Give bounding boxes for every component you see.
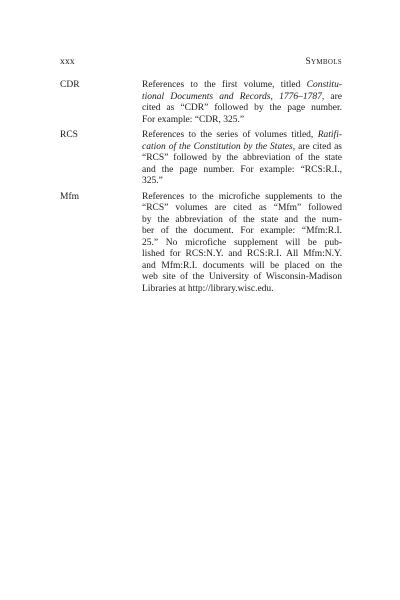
symbol-term: Mfm bbox=[60, 191, 79, 202]
description-line: Libraries at http://library.wisc.edu. bbox=[142, 283, 274, 294]
description-line: cited as “CDR” followed by the page number. bbox=[142, 103, 342, 113]
description-line: References to the first volume, titled Constitu- bbox=[142, 80, 342, 90]
description-line: “RCS” followed by the abbreviation of the state bbox=[142, 153, 342, 163]
page-number: xxx bbox=[60, 57, 75, 67]
description-line: 25.” No microfiche supplement will be pub- bbox=[142, 237, 342, 248]
description-line: and the page number. For example: “RCS:R.I., bbox=[142, 164, 342, 175]
symbol-term: CDR bbox=[60, 80, 80, 90]
symbol-entry-mfm bbox=[60, 192, 342, 296]
symbol-description bbox=[142, 80, 342, 126]
symbol-entry-rcs bbox=[60, 130, 342, 188]
running-head bbox=[60, 55, 342, 69]
description-line: 325.” bbox=[142, 176, 163, 186]
description-line: References to the microfiche supplements to the bbox=[142, 191, 342, 202]
description-line: and Mfm:R.I. documents will be placed on the bbox=[142, 260, 342, 271]
symbol-term: RCS bbox=[60, 130, 78, 140]
symbol-description bbox=[142, 192, 342, 296]
section-title: Symbols bbox=[305, 57, 342, 67]
symbols-list bbox=[60, 80, 342, 299]
description-line: “RCS” volumes are cited as “Mfm” followed bbox=[142, 203, 342, 213]
description-line: lished for RCS:N.Y. and RCS:R.I. All Mfm:N.Y. bbox=[142, 249, 342, 259]
description-line: ber of the document. For example: “Mfm:R.I. bbox=[142, 226, 342, 236]
description-line: References to the series of volumes titled, Ratifi- bbox=[142, 130, 342, 140]
description-line: cation of the Constitution by the States, are cited as bbox=[142, 141, 342, 152]
symbol-entry-cdr bbox=[60, 80, 342, 126]
description-line: by the abbreviation of the state and the num- bbox=[142, 214, 342, 225]
description-line: web site of the University of Wisconsin-Madison bbox=[142, 272, 342, 282]
description-line: tional Documents and Records, 1776–1787, are bbox=[142, 91, 342, 102]
symbol-description bbox=[142, 130, 342, 188]
description-line: For example: “CDR, 325.” bbox=[142, 114, 245, 125]
